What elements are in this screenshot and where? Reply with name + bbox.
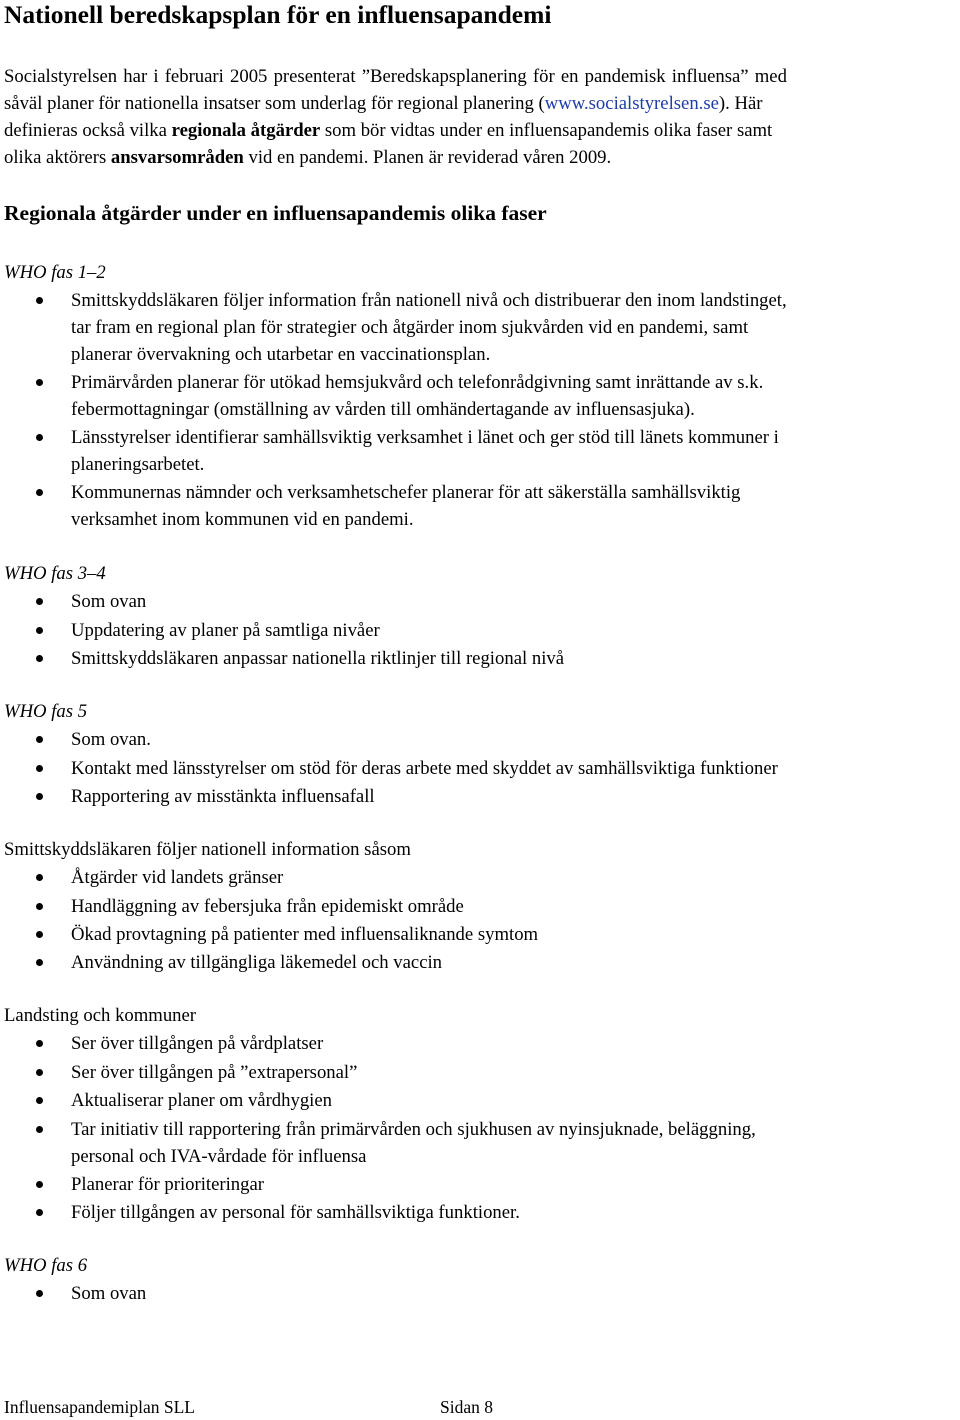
bullet-icon bbox=[36, 931, 43, 938]
bullet-icon bbox=[36, 1290, 43, 1297]
list-item: Som ovan bbox=[71, 591, 147, 612]
list-item-line: tar fram en regional plan för strategier och åtgärder inom sjukvården vid en pandemi, samt bbox=[71, 317, 749, 338]
list-item: Planerar för prioriteringar bbox=[71, 1174, 265, 1195]
list-item: Ökad provtagning på patienter med influensaliknande symtom bbox=[71, 924, 539, 945]
list-item: Smittskyddsläkaren anpassar nationella riktlinjer till regional nivå bbox=[71, 648, 565, 669]
intro-text: vid en pandemi. Planen är reviderad våren 2009. bbox=[243, 147, 612, 168]
socialstyrelsen-link[interactable]: www.socialstyrelsen.se bbox=[544, 93, 719, 114]
list-item-line: verksamhet inom kommunen vid en pandemi. bbox=[71, 509, 414, 530]
list-item: Ser över tillgången på vårdplatser bbox=[71, 1033, 324, 1054]
footer-document-name: Influensapandemiplan SLL bbox=[4, 1397, 195, 1417]
section-heading-fas-6: WHO fas 6 bbox=[4, 1255, 88, 1276]
list-item: Kontakt med länsstyrelser om stöd för deras arbete med skyddet av samhällsviktiga funktioner bbox=[71, 758, 778, 779]
section-subtitle: Regionala åtgärder under en influensapandemis olika faser bbox=[4, 201, 547, 225]
intro-text: som bör vidtas under en influensapandemis olika faser samt bbox=[320, 120, 773, 141]
bullet-icon bbox=[36, 1126, 43, 1133]
intro-text: olika aktörers bbox=[4, 147, 111, 168]
list-item-line: planeringsarbetet. bbox=[71, 454, 205, 475]
list-item: Som ovan bbox=[71, 1283, 147, 1304]
intro-line bbox=[4, 117, 772, 144]
list-item-line: Länsstyrelser identifierar samhällsviktig verksamhet i länet och ger stöd till länets kommuner i bbox=[71, 427, 779, 448]
bullet-icon bbox=[36, 765, 43, 772]
bullet-icon bbox=[36, 1209, 43, 1216]
section-heading-fas-1-2: WHO fas 1–2 bbox=[4, 262, 106, 283]
intro-text: definieras också vilka bbox=[4, 120, 172, 141]
list-item-line: Smittskyddsläkaren följer information från nationell nivå och distribuerar den inom landstinget, bbox=[71, 290, 787, 311]
intro-line bbox=[4, 90, 763, 117]
bullet-icon bbox=[36, 1097, 43, 1104]
intro-text: såväl planer för nationella insatser som underlag för regional planering ( bbox=[4, 93, 545, 114]
list-item: Ser över tillgången på ”extrapersonal” bbox=[71, 1062, 358, 1083]
section-heading-fas-5: WHO fas 5 bbox=[4, 701, 88, 722]
bullet-icon bbox=[36, 598, 43, 605]
section-heading-landsting: Landsting och kommuner bbox=[4, 1005, 197, 1026]
bullet-icon bbox=[36, 379, 43, 386]
bullet-icon bbox=[36, 1040, 43, 1047]
list-item: Användning av tillgängliga läkemedel och vaccin bbox=[71, 952, 443, 973]
list-item-line: Tar initiativ till rapportering från primärvården och sjukhusen av nyinsjuknade, beläggning, bbox=[71, 1119, 756, 1140]
list-item: Uppdatering av planer på samtliga nivåer bbox=[71, 620, 380, 641]
bullet-icon bbox=[36, 489, 43, 496]
intro-bold-text: ansvarsområden bbox=[110, 147, 244, 168]
intro-line: Socialstyrelsen har i februari 2005 presenterat ”Beredskapsplanering för en pandemisk influensa” med bbox=[4, 66, 787, 87]
bullet-icon bbox=[36, 793, 43, 800]
bullet-icon bbox=[36, 874, 43, 881]
list-item: Som ovan. bbox=[71, 729, 151, 750]
bullet-icon bbox=[36, 1069, 43, 1076]
page-title: Nationell beredskapsplan för en influensapandemi bbox=[4, 0, 552, 29]
list-item-line: planerar övervakning och utarbetar en vaccinationsplan. bbox=[71, 344, 491, 365]
bullet-icon bbox=[36, 1181, 43, 1188]
bullet-icon bbox=[36, 655, 43, 662]
bullet-icon bbox=[36, 297, 43, 304]
intro-text: ). Här bbox=[718, 93, 763, 114]
bullet-icon bbox=[36, 736, 43, 743]
list-item-line: Primärvården planerar för utökad hemsjukvård och telefonrådgivning samt inrättande av s.k. bbox=[71, 372, 764, 393]
bullet-icon bbox=[36, 959, 43, 966]
list-item: Aktualiserar planer om vårdhygien bbox=[71, 1090, 333, 1111]
section-heading-fas-3-4: WHO fas 3–4 bbox=[4, 563, 106, 584]
list-item: Åtgärder vid landets gränser bbox=[71, 867, 284, 888]
list-item-line: personal och IVA-vårdade för influensa bbox=[71, 1146, 367, 1167]
intro-bold-text: regionala åtgärder bbox=[171, 120, 321, 141]
list-item: Följer tillgången av personal för samhällsviktiga funktioner. bbox=[71, 1202, 520, 1223]
bullet-icon bbox=[36, 434, 43, 441]
footer-page-number: Sidan 8 bbox=[440, 1397, 493, 1417]
intro-line bbox=[4, 144, 611, 171]
list-item-line: Kommunernas nämnder och verksamhetschefer planerar för att säkerställa samhällsviktig bbox=[71, 482, 741, 503]
list-item-line: febermottagningar (omställning av vården till omhändertagande av influensasjuka). bbox=[71, 399, 695, 420]
bullet-icon bbox=[36, 903, 43, 910]
list-item: Handläggning av febersjuka från epidemiskt område bbox=[71, 896, 464, 917]
bullet-icon bbox=[36, 627, 43, 634]
list-item: Rapportering av misstänkta influensafall bbox=[71, 786, 375, 807]
section-heading-smittskydd: Smittskyddsläkaren följer nationell information såsom bbox=[4, 839, 411, 860]
